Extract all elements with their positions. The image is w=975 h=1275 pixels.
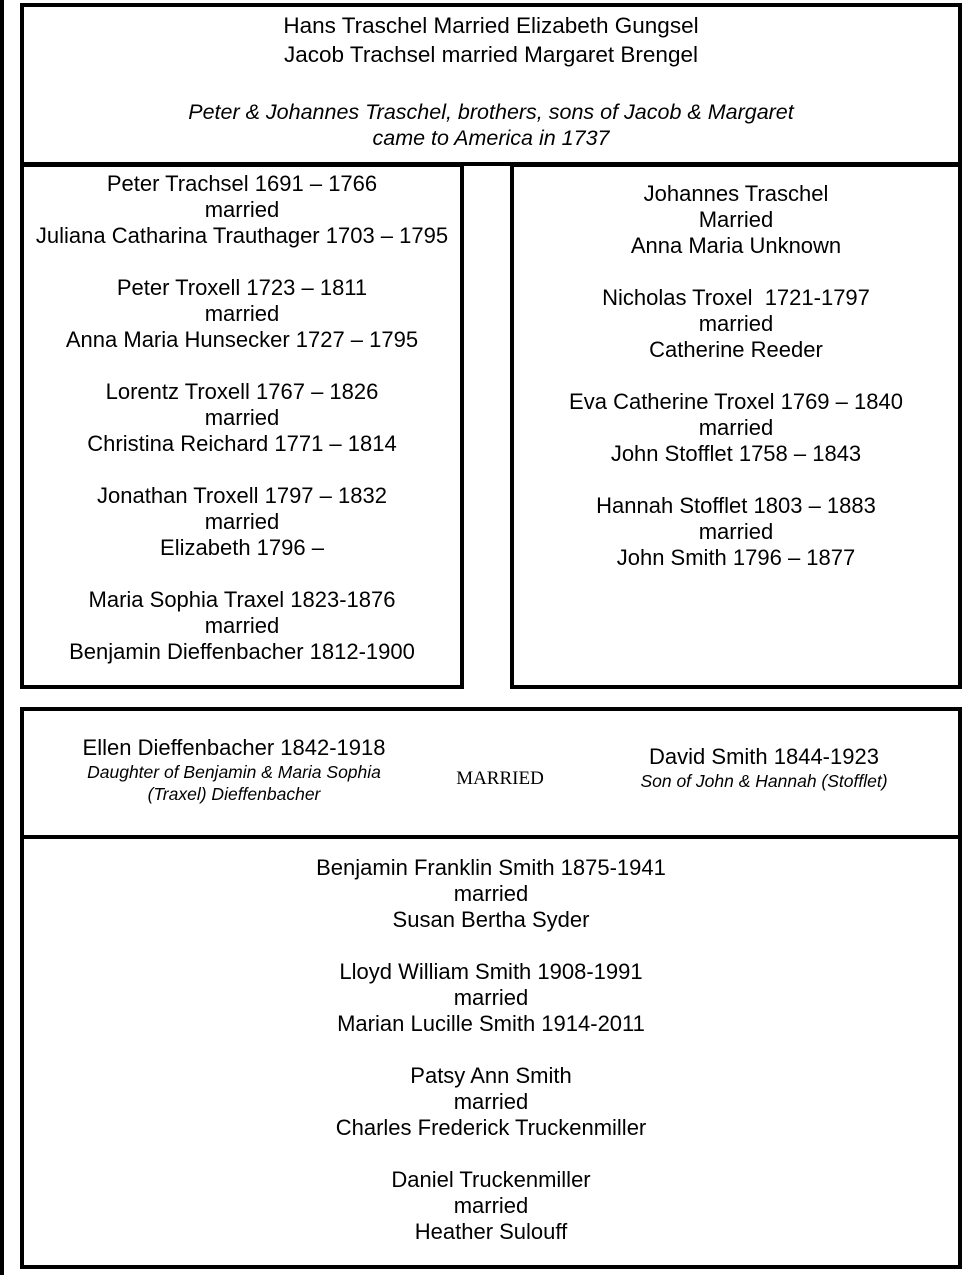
spouse: Anna Maria Hunsecker 1727 – 1795	[65, 327, 419, 352]
groom-note: Son of John & Hannah (Stofflet)	[640, 771, 888, 791]
spouse: John Smith 1796 – 1877	[616, 545, 856, 570]
lineage-entry	[24, 379, 460, 457]
married-label: married	[204, 613, 280, 638]
peter-lineage-box	[20, 163, 464, 689]
immigration-note-1: Peter & Johannes Traschel, brothers, sons of Jacob & Margaret	[188, 100, 794, 124]
lineage-entry	[24, 1063, 958, 1141]
lineage-entry	[514, 181, 958, 259]
origin-box	[20, 3, 962, 166]
spouse: Marian Lucille Smith 1914-2011	[337, 1011, 645, 1036]
lineage-entry	[24, 855, 958, 933]
johannes-lineage-box	[510, 163, 962, 689]
union-box	[20, 707, 962, 839]
married-label: married	[204, 405, 280, 430]
spouse: Christina Reichard 1771 – 1814	[87, 431, 397, 456]
person: Hannah Stofflet 1803 – 1883	[596, 493, 876, 518]
spouse: Heather Sulouff	[414, 1219, 568, 1244]
married-label: married	[204, 197, 280, 222]
person: Jonathan Troxell 1797 – 1832	[97, 483, 387, 508]
lineage-entry	[24, 483, 460, 561]
married-center-label: MARRIED	[456, 768, 544, 789]
page-left-rule	[0, 0, 4, 1275]
origin-line-1: Hans Traschel Married Elizabeth Gungsel	[283, 13, 699, 38]
bride-block	[64, 735, 404, 805]
married-label: married	[204, 301, 280, 326]
spouse: Elizabeth 1796 –	[160, 535, 324, 560]
married-label: married	[453, 1089, 529, 1114]
person: Patsy Ann Smith	[410, 1063, 572, 1088]
descendants-box	[20, 835, 962, 1269]
married-label: married	[453, 1193, 529, 1218]
married-label: married	[698, 311, 774, 336]
spouse: Benjamin Dieffenbacher 1812-1900	[69, 639, 415, 664]
spouse: Catherine Reeder	[649, 337, 823, 362]
person: Lorentz Troxell 1767 – 1826	[105, 379, 379, 404]
immigration-note-2: came to America in 1737	[372, 126, 610, 150]
person: Daniel Truckenmiller	[391, 1167, 591, 1192]
person: Johannes Traschel	[643, 181, 829, 206]
lineage-entry	[514, 285, 958, 363]
lineage-entry	[514, 493, 958, 571]
married-label: married	[698, 519, 774, 544]
person: Maria Sophia Traxel 1823-1876	[88, 587, 396, 612]
person: Benjamin Franklin Smith 1875-1941	[316, 855, 666, 880]
spouse: John Stofflet 1758 – 1843	[610, 441, 862, 466]
groom-name: David Smith 1844-1923	[649, 744, 879, 769]
married-label: married	[453, 985, 529, 1010]
groom-block	[614, 744, 914, 792]
person: Eva Catherine Troxel 1769 – 1840	[569, 389, 903, 414]
spouse: Juliana Catharina Trauthager 1703 – 1795	[35, 223, 449, 248]
spouse: Charles Frederick Truckenmiller	[335, 1115, 647, 1140]
spouse: Susan Bertha Syder	[392, 907, 590, 932]
bride-name: Ellen Dieffenbacher 1842-1918	[82, 735, 386, 760]
lineage-entry	[24, 171, 460, 249]
person: Peter Troxell 1723 – 1811	[116, 275, 368, 300]
married-label: Married	[698, 207, 774, 232]
lineage-entry	[24, 275, 460, 353]
person: Peter Trachsel 1691 – 1766	[106, 171, 378, 196]
married-label: married	[204, 509, 280, 534]
married-label: married	[698, 415, 774, 440]
lineage-entry	[514, 389, 958, 467]
lineage-entry	[24, 959, 958, 1037]
person: Nicholas Troxel 1721-1797	[602, 285, 870, 310]
lineage-entry	[24, 587, 460, 665]
person: Lloyd William Smith 1908-1991	[339, 959, 643, 984]
bride-note-2: (Traxel) Dieffenbacher	[147, 784, 321, 804]
origin-line-2: Jacob Trachsel married Margaret Brengel	[284, 42, 698, 67]
spouse: Anna Maria Unknown	[630, 233, 842, 258]
lineage-entry	[24, 1167, 958, 1245]
bride-note-1: Daughter of Benjamin & Maria Sophia	[87, 762, 381, 782]
married-label: married	[453, 881, 529, 906]
